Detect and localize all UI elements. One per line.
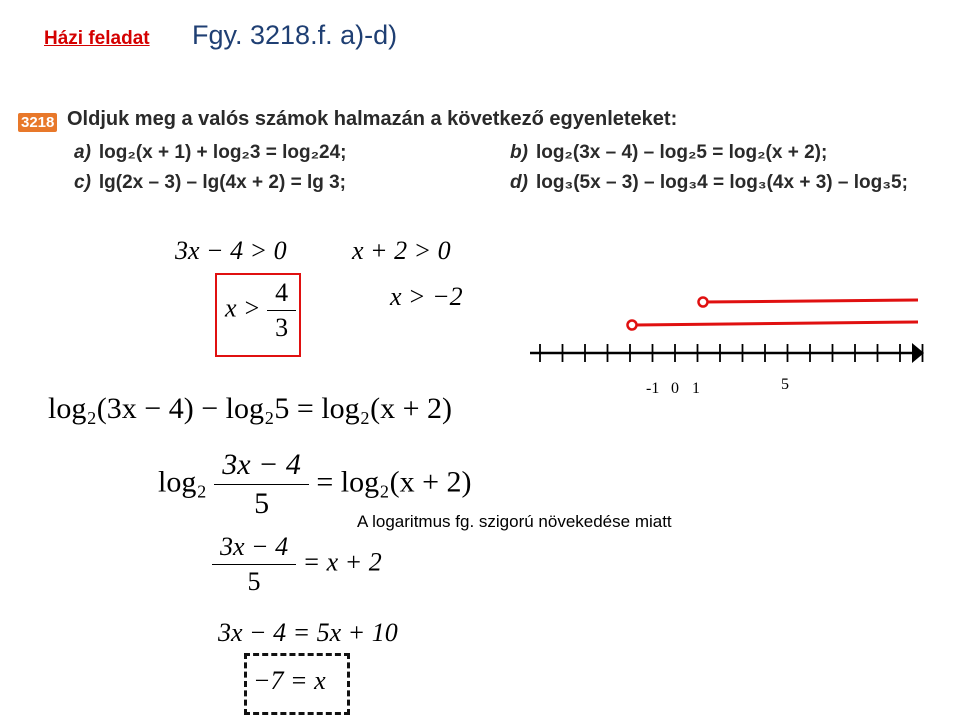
open-point-four-thirds [699,298,708,307]
tick-label-minus1: -1 [646,380,660,397]
solution-ray-x-gt-minus2 [632,322,918,325]
problem-title: Oldjuk meg a valós számok halmazán a következő egyenleteket: [67,108,678,130]
condition-2-solution: x > −2 [390,282,463,311]
problem-number-badge: 3218 [18,113,57,132]
number-line [520,285,940,405]
problem-item-b [510,142,827,164]
exercise-reference: Fgy. 3218.f. a)-d) [192,20,398,50]
condition-2: x + 2 > 0 [352,236,451,265]
problem-item-c [74,172,346,194]
equation-step-2 [158,448,471,521]
equation-step-3-denominator: 5 [212,564,296,597]
equation-step-2-numerator: 3x − 4 [222,448,301,481]
problem-item-d-text: log₃(5x – 3) – log₃4 = log₃(4x + 3) – log₃5; [535,172,908,193]
problem-item-a-label: a) [74,142,91,163]
equation-step-3-fraction [216,532,292,597]
condition-1-solution-lhs: x > [225,293,261,323]
equation-step-3 [212,532,382,597]
tick-label-5: 5 [781,376,789,393]
problem-item-c-label: c) [74,172,91,193]
problem-item-b-label: b) [510,142,528,163]
homework-label: Házi feladat [44,28,150,49]
equation-step-2-denominator: 5 [214,484,309,521]
problem-item-c-text: lg(2x – 3) – lg(4x + 2) = lg 3; [98,172,346,193]
problem-item-b-text: log₂(3x – 4) – log₂5 = log₂(x + 2); [535,142,828,163]
problem-item-a-text: log₂(x + 1) + log₂3 = log₂24; [98,142,347,163]
equation-step-2-rhs: = log₂(x + 2) [316,465,472,499]
equation-step-2-log: log₂ [158,465,207,499]
fraction-numerator: 4 [275,278,289,307]
fraction-denominator: 3 [267,310,296,343]
equation-step-4: 3x − 4 = 5x + 10 [218,618,398,647]
equation-step-2-fraction [218,448,305,521]
condition-1-solution [225,278,296,343]
equation-step-3-rhs: = x + 2 [302,547,382,577]
problem-item-d [510,172,908,194]
equation-step-1: log₂(3x − 4) − log₂5 = log₂(x + 2) [48,392,453,425]
open-point-minus2 [628,321,637,330]
equation-step-3-numerator: 3x − 4 [220,532,289,561]
tick-label-1: 1 [692,380,700,397]
tick-label-0: 0 [671,380,679,397]
condition-1: 3x − 4 > 0 [175,236,287,265]
solution-ray-x-gt-four-thirds [703,300,918,302]
problem-excerpt [18,108,938,204]
equation-step-5-result: −7 = x [253,666,326,695]
problem-item-a [74,142,346,164]
monotonicity-note: A logaritmus fg. szigorú növekedése miatt [357,512,672,531]
problem-item-d-label: d) [510,172,528,193]
fraction-four-thirds [271,278,292,343]
